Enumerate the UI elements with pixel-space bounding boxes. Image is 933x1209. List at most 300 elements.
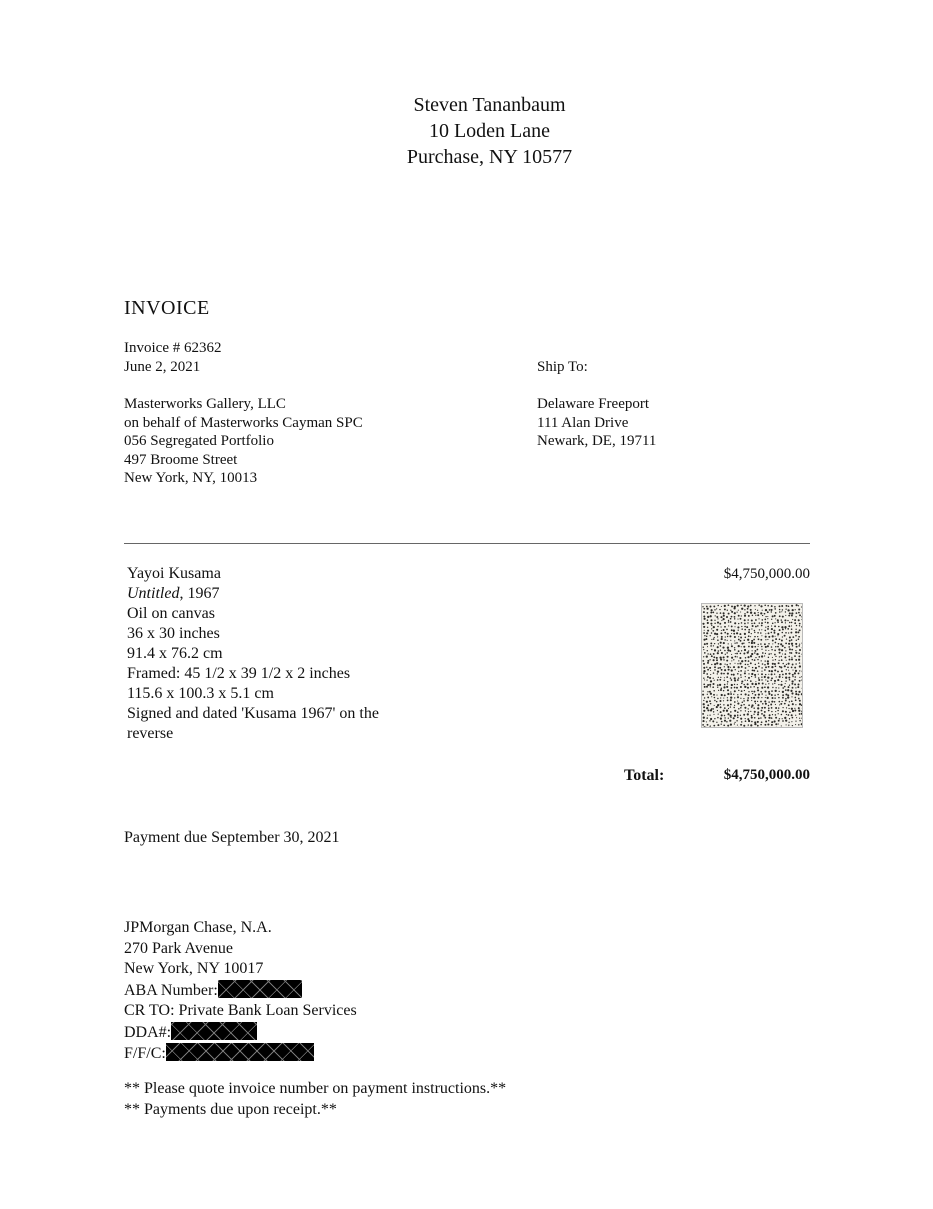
thumbnail-dot	[784, 703, 786, 705]
thumbnail-dot	[782, 609, 784, 611]
thumbnail-dot	[760, 691, 762, 693]
thumbnail-dot	[751, 700, 752, 701]
thumbnail-dot	[703, 611, 705, 613]
thumbnail-dot	[737, 703, 739, 705]
thumbnail-dot	[764, 724, 766, 726]
thumbnail-dot	[798, 694, 800, 696]
thumbnail-dot	[772, 643, 773, 644]
artwork-thumbnail	[701, 603, 803, 728]
thumbnail-dot	[722, 618, 724, 620]
thumbnail-dot	[781, 681, 782, 682]
thumbnail-dot	[750, 724, 752, 726]
thumbnail-dot	[802, 633, 803, 635]
thumbnail-dot	[718, 643, 719, 644]
thumbnail-dot	[775, 723, 777, 725]
thumbnail-dot	[730, 663, 731, 664]
thumbnail-dot	[737, 696, 739, 698]
thumbnail-dot	[761, 676, 763, 678]
thumbnail-dot	[713, 725, 715, 727]
aba-redaction	[218, 980, 302, 998]
thumbnail-dot	[757, 711, 759, 713]
thumbnail-dot	[710, 670, 711, 671]
invoice-date: June 2, 2021	[124, 358, 201, 375]
thumbnail-dot	[747, 639, 749, 641]
thumbnail-dot	[717, 679, 719, 681]
thumbnail-dot	[737, 663, 738, 664]
thumbnail-dot	[730, 618, 732, 620]
thumbnail-dot	[734, 690, 736, 692]
thumbnail-dot	[734, 723, 735, 724]
thumbnail-dot	[767, 660, 769, 662]
thumbnail-dot	[714, 669, 716, 671]
thumbnail-dot	[772, 659, 773, 660]
thumbnail-dot	[777, 633, 779, 635]
thumbnail-dot	[727, 697, 728, 698]
thumbnail-dot	[728, 604, 730, 606]
thumbnail-dot	[789, 636, 791, 638]
thumbnail-dot	[751, 673, 753, 675]
thumbnail-dot	[746, 626, 748, 628]
thumbnail-dot	[788, 727, 789, 728]
thumbnail-dot	[710, 680, 712, 682]
thumbnail-dot	[745, 718, 746, 719]
thumbnail-dot	[724, 694, 726, 696]
thumbnail-dot	[790, 632, 792, 634]
thumbnail-dot	[727, 666, 729, 668]
thumbnail-dot	[724, 720, 726, 722]
thumbnail-dot	[775, 711, 776, 712]
thumbnail-dot	[772, 663, 774, 665]
thumbnail-dot	[758, 718, 760, 720]
thumbnail-dot	[761, 629, 762, 630]
thumbnail-dot	[762, 652, 764, 654]
thumbnail-dot	[795, 659, 797, 661]
thumbnail-dot	[710, 642, 712, 644]
thumbnail-dot	[757, 687, 759, 689]
thumbnail-dot	[799, 670, 800, 671]
ship-to-line: Delaware Freeport	[537, 396, 650, 412]
thumbnail-dot	[727, 640, 728, 641]
thumbnail-dot	[791, 625, 792, 626]
thumbnail-dot	[791, 622, 793, 624]
thumbnail-dot	[761, 667, 763, 669]
thumbnail-dot	[778, 720, 780, 722]
thumbnail-dot	[728, 669, 730, 671]
thumbnail-dot	[707, 616, 709, 618]
thumbnail-dot	[706, 632, 708, 634]
thumbnail-dot	[789, 712, 791, 714]
thumbnail-dot	[775, 665, 777, 667]
thumbnail-dot	[741, 683, 743, 685]
thumbnail-dot	[788, 663, 790, 665]
thumbnail-dot	[764, 630, 766, 632]
thumbnail-dot	[781, 611, 782, 612]
thumbnail-dot	[752, 615, 753, 616]
thumbnail-dot	[734, 647, 735, 648]
thumbnail-dot	[784, 717, 786, 719]
thumbnail-dot	[712, 686, 714, 688]
thumbnail-dot	[757, 704, 759, 706]
thumbnail-dot	[757, 721, 759, 723]
bill-to-line: New York, NY, 10013	[124, 470, 258, 487]
thumbnail-dot	[716, 662, 718, 664]
thumbnail-dot	[798, 645, 800, 647]
thumbnail-dot	[785, 615, 786, 616]
thumbnail-dot	[785, 611, 786, 612]
thumbnail-dot	[747, 656, 749, 658]
thumbnail-dot	[755, 681, 756, 682]
thumbnail-dot	[798, 612, 800, 614]
thumbnail-dot	[782, 710, 784, 712]
thumbnail-dot	[748, 694, 750, 696]
thumbnail-dot	[728, 708, 729, 709]
thumbnail-dot	[737, 694, 738, 695]
thumbnail-dot	[727, 673, 729, 675]
thumbnail-dot	[713, 694, 715, 696]
thumbnail-dot	[777, 621, 779, 623]
thumbnail-dot	[787, 609, 789, 611]
thumbnail-dot	[792, 676, 793, 677]
thumbnail-dot	[771, 619, 772, 620]
thumbnail-dot	[743, 643, 744, 644]
thumbnail-dot	[754, 630, 756, 632]
thumbnail-dot	[720, 645, 722, 647]
thumbnail-dot	[770, 609, 772, 611]
thumbnail-dot	[745, 693, 747, 695]
thumbnail-dot	[758, 682, 760, 684]
thumbnail-dot	[761, 646, 763, 648]
thumbnail-dot	[782, 645, 784, 647]
thumbnail-dot	[781, 701, 782, 702]
thumbnail-dot	[753, 697, 755, 699]
thumbnail-dot	[767, 618, 768, 619]
thumbnail-dot	[744, 680, 745, 681]
thumbnail-dot	[798, 659, 800, 661]
thumbnail-dot	[789, 718, 790, 719]
total-value: $4,750,000.00	[723, 767, 810, 783]
thumbnail-dot	[738, 610, 739, 611]
sender-address	[0, 92, 933, 170]
thumbnail-dot	[717, 670, 719, 672]
thumbnail-dot	[786, 707, 787, 708]
thumbnail-dot	[731, 625, 733, 627]
thumbnail-dot	[728, 621, 729, 622]
thumbnail-dot	[709, 691, 711, 693]
thumbnail-dot	[734, 701, 736, 703]
thumbnail-dot	[782, 616, 784, 618]
thumbnail-dot	[717, 673, 718, 674]
thumbnail-dot	[743, 704, 745, 706]
thumbnail-dot	[729, 720, 731, 722]
thumbnail-dot	[795, 704, 796, 705]
thumbnail-dot	[710, 645, 712, 647]
thumbnail-dot	[768, 691, 770, 693]
thumbnail-dot	[794, 655, 796, 657]
thumbnail-dot	[730, 610, 731, 611]
thumbnail-dot	[757, 632, 759, 634]
thumbnail-dot	[780, 643, 782, 645]
thumbnail-dot	[772, 657, 773, 658]
thumbnail-dot	[730, 621, 732, 623]
thumbnail-dot	[788, 704, 790, 706]
thumbnail-dot	[774, 694, 776, 696]
thumbnail-dot	[769, 714, 771, 716]
thumbnail-dot	[716, 722, 717, 723]
thumbnail-dot	[755, 664, 757, 666]
thumbnail-dot	[774, 615, 776, 617]
thumbnail-dot	[734, 705, 735, 706]
thumbnail-dot	[767, 616, 768, 617]
thumbnail-dot	[740, 653, 742, 655]
thumbnail-dot	[768, 674, 769, 675]
artwork-framed-cm: 115.6 x 100.3 x 5.1 cm	[127, 685, 274, 702]
thumbnail-dot	[721, 606, 722, 607]
thumbnail-dot	[724, 680, 725, 681]
thumbnail-dot	[720, 642, 722, 644]
thumbnail-dot	[772, 635, 774, 637]
thumbnail-dot	[760, 643, 762, 645]
thumbnail-dot	[741, 615, 742, 616]
thumbnail-dot	[755, 676, 757, 678]
thumbnail-dot	[799, 649, 801, 651]
thumbnail-dot	[731, 687, 733, 689]
thumbnail-dot	[764, 707, 766, 709]
thumbnail-dot	[717, 724, 719, 726]
thumbnail-dot	[785, 683, 786, 684]
thumbnail-dot	[758, 604, 760, 606]
thumbnail-dot	[705, 638, 707, 640]
thumbnail-dot	[720, 704, 721, 705]
thumbnail-dot	[747, 727, 749, 728]
thumbnail-dot	[738, 727, 739, 728]
thumbnail-dot	[733, 674, 735, 676]
thumbnail-dot	[760, 605, 762, 607]
thumbnail-dot	[767, 680, 769, 682]
thumbnail-dot	[761, 622, 763, 624]
thumbnail-dot	[792, 664, 794, 666]
thumbnail-dot	[781, 619, 782, 620]
thumbnail-dot	[754, 636, 756, 638]
thumbnail-dot	[799, 629, 801, 631]
thumbnail-dot	[727, 636, 728, 637]
thumbnail-dot	[741, 628, 743, 630]
thumbnail-dot	[748, 711, 749, 712]
thumbnail-dot	[730, 717, 731, 718]
thumbnail-dot	[768, 701, 769, 702]
thumbnail-dot	[707, 694, 708, 695]
thumbnail-dot	[717, 684, 719, 686]
thumbnail-dot	[754, 612, 756, 614]
thumbnail-dot	[802, 708, 803, 709]
thumbnail-dot	[784, 635, 786, 637]
thumbnail-dot	[782, 720, 784, 722]
thumbnail-dot	[716, 659, 718, 661]
thumbnail-dot	[780, 703, 782, 705]
thumbnail-dot	[758, 612, 759, 613]
artist-name: Yayoi Kusama	[127, 565, 221, 582]
thumbnail-dot	[741, 626, 742, 627]
thumbnail-dot	[802, 612, 803, 614]
thumbnail-dot	[792, 725, 793, 726]
thumbnail-dot	[791, 649, 793, 651]
dda-label: DDA#:	[124, 1023, 172, 1041]
thumbnail-dot	[726, 629, 728, 631]
thumbnail-dot	[748, 631, 750, 633]
thumbnail-dot	[789, 648, 791, 650]
thumbnail-dot	[790, 690, 792, 692]
thumbnail-dot	[751, 676, 752, 677]
thumbnail-dot	[723, 710, 725, 712]
thumbnail-dot	[751, 697, 753, 699]
thumbnail-dot	[778, 649, 780, 651]
thumbnail-dot	[707, 619, 709, 621]
thumbnail-dot	[787, 696, 789, 698]
thumbnail-dot	[755, 615, 756, 616]
thumbnail-dot	[771, 605, 773, 607]
thumbnail-dot	[706, 686, 708, 688]
thumbnail-dot	[768, 710, 770, 712]
thumbnail-dot	[768, 705, 770, 707]
note-line: ** Payments due upon receipt.**	[124, 1100, 337, 1118]
thumbnail-dot	[771, 690, 773, 692]
thumbnail-dot	[802, 639, 803, 641]
thumbnail-dot	[702, 694, 704, 696]
thumbnail-dot	[791, 667, 793, 669]
thumbnail-dot	[801, 626, 802, 627]
thumbnail-dot	[794, 672, 796, 674]
thumbnail-dot	[724, 622, 726, 624]
thumbnail-dot	[716, 612, 717, 613]
thumbnail-dot	[778, 697, 780, 699]
thumbnail-dot	[740, 605, 741, 606]
thumbnail-dot	[713, 656, 715, 658]
thumbnail-dot	[734, 649, 736, 651]
artwork-size-cm: 91.4 x 76.2 cm	[127, 645, 223, 662]
thumbnail-dot	[710, 612, 712, 614]
thumbnail-dot	[792, 645, 794, 647]
thumbnail-dot	[706, 655, 708, 657]
thumbnail-dot	[744, 670, 745, 671]
thumbnail-dot	[775, 642, 777, 644]
thumbnail-dot	[777, 694, 779, 696]
thumbnail-dot	[707, 696, 709, 698]
thumbnail-dot	[784, 626, 786, 628]
thumbnail-dot	[788, 708, 789, 709]
thumbnail-dot	[748, 660, 750, 662]
thumbnail-dot	[779, 656, 780, 657]
thumbnail-dot	[782, 687, 784, 689]
thumbnail-dot	[787, 666, 789, 668]
thumbnail-dot	[707, 662, 709, 664]
thumbnail-dot	[704, 686, 706, 688]
thumbnail-dot	[740, 674, 742, 676]
thumbnail-dot	[727, 689, 729, 691]
thumbnail-dot	[779, 701, 781, 703]
thumbnail-dot	[761, 697, 762, 698]
thumbnail-dot	[771, 649, 772, 650]
thumbnail-dot	[737, 711, 739, 713]
thumbnail-dot	[742, 701, 744, 703]
thumbnail-dot	[768, 650, 769, 651]
thumbnail-dot	[768, 643, 770, 645]
thumbnail-dot	[724, 666, 725, 667]
thumbnail-dot	[791, 628, 793, 630]
thumbnail-dot	[765, 622, 766, 623]
thumbnail-dot	[791, 643, 793, 645]
thumbnail-dot	[704, 630, 705, 631]
thumbnail-dot	[767, 626, 769, 628]
thumbnail-dot	[788, 656, 789, 657]
thumbnail-dot	[720, 706, 722, 708]
thumbnail-dot	[768, 657, 769, 658]
thumbnail-dot	[802, 721, 803, 723]
thumbnail-dot	[721, 652, 723, 654]
thumbnail-dot	[723, 704, 724, 705]
thumbnail-dot	[795, 691, 797, 693]
ship-to-line: 111 Alan Drive	[537, 414, 629, 431]
thumbnail-dot	[741, 721, 743, 723]
thumbnail-dot	[721, 687, 723, 689]
thumbnail-dot	[737, 701, 738, 702]
thumbnail-dot	[798, 655, 800, 657]
thumbnail-dot	[719, 656, 721, 658]
thumbnail-dot	[707, 627, 708, 628]
thumbnail-dot	[751, 717, 753, 719]
thumbnail-dot	[736, 653, 738, 655]
thumbnail-dot	[770, 653, 771, 654]
thumbnail-dot	[765, 650, 766, 651]
thumbnail-dot	[788, 605, 790, 607]
thumbnail-dot	[784, 665, 786, 667]
ffc-redaction	[166, 1043, 314, 1061]
thumbnail-dot	[714, 666, 716, 668]
thumbnail-dot	[740, 677, 741, 678]
thumbnail-dot	[757, 659, 758, 660]
thumbnail-dot	[748, 720, 750, 722]
thumbnail-dot	[745, 676, 746, 677]
thumbnail-dot	[702, 623, 704, 625]
thumbnail-dot	[771, 673, 773, 675]
thumbnail-dot	[760, 701, 762, 703]
thumbnail-dot	[724, 626, 726, 628]
thumbnail-dot	[772, 687, 773, 688]
thumbnail-dot	[727, 649, 729, 651]
thumbnail-dot	[752, 670, 754, 672]
thumbnail-dot	[737, 714, 739, 716]
thumbnail-dot	[724, 717, 725, 718]
thumbnail-dot	[801, 711, 803, 713]
thumbnail-dot	[740, 698, 741, 699]
thumbnail-dot	[785, 680, 786, 681]
thumbnail-dot	[795, 693, 797, 695]
thumbnail-dot	[720, 697, 721, 698]
thumbnail-dot	[774, 674, 775, 675]
thumbnail-dot	[734, 710, 736, 712]
thumbnail-dot	[709, 659, 710, 660]
thumbnail-dot	[714, 705, 715, 706]
thumbnail-dot	[734, 643, 735, 644]
thumbnail-dot	[772, 714, 773, 715]
thumbnail-dot	[778, 713, 779, 714]
thumbnail-dot	[703, 656, 704, 657]
thumbnail-dot	[760, 717, 762, 719]
thumbnail-dot	[736, 720, 738, 722]
thumbnail-dot	[796, 625, 797, 626]
thumbnail-dot	[747, 680, 748, 681]
thumbnail-dot	[785, 673, 787, 675]
thumbnail-dot	[765, 674, 766, 675]
thumbnail-dot	[712, 708, 714, 710]
